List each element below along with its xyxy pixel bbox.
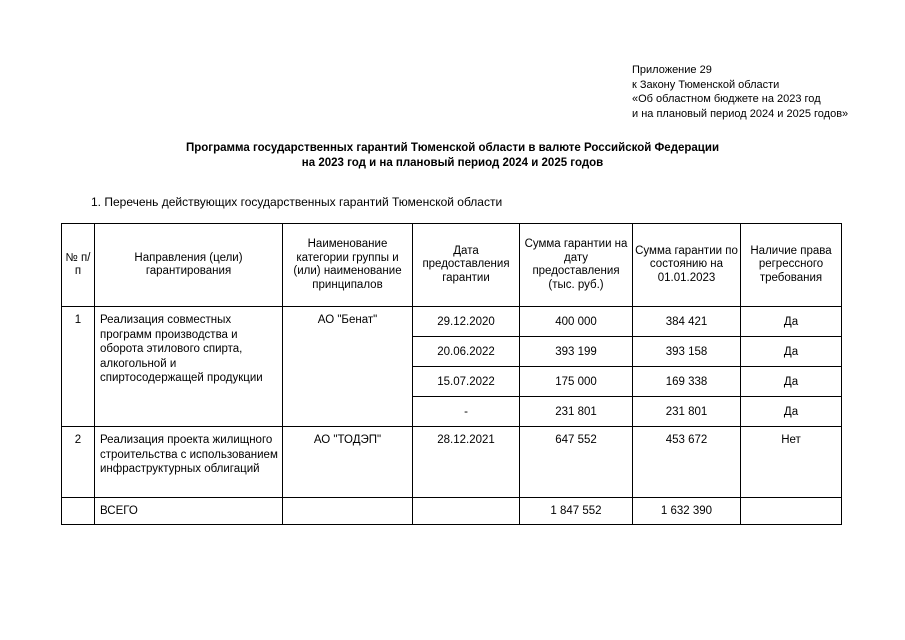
total-amount-issue: 1 847 552: [520, 498, 633, 525]
total-num-cell: [62, 498, 95, 525]
row-date: 15.07.2022: [413, 367, 520, 397]
header-regress: Наличие права регрессного требования: [741, 224, 842, 307]
row-amount-issue: 175 000: [520, 367, 633, 397]
header-num: № п/п: [62, 224, 95, 307]
row-principal: АО "Бенат": [283, 307, 413, 427]
title-line-2: на 2023 год и на плановый период 2024 и 2025 годов: [301, 157, 604, 169]
appendix-line: «Об областном бюджете на 2023 год: [632, 93, 821, 105]
row-num: 2: [62, 427, 95, 498]
appendix-line: к Закону Тюменской области: [632, 78, 780, 91]
total-date-cell: [413, 498, 520, 525]
table-header-row: [62, 224, 842, 307]
row-regress: Да: [741, 367, 842, 397]
row-amount-current: 384 421: [633, 307, 741, 337]
row-amount-issue: 400 000: [520, 307, 633, 337]
header-principal: Наименование категории группы и (или) наименование принципалов: [283, 224, 413, 307]
row-date: 28.12.2021: [413, 427, 520, 498]
row-regress: Да: [741, 337, 842, 367]
table-row: [62, 307, 842, 337]
total-amount-current: 1 632 390: [633, 498, 741, 525]
row-amount-current: 231 801: [633, 397, 741, 427]
title-line-1: Программа государственных гарантий Тюменской области в валюте Российской Федерации: [185, 142, 720, 154]
row-date: -: [413, 397, 520, 427]
row-direction: Реализация совместных программ производства и оборота этилового спирта, алкогольной и спиртосодержащей продукции: [95, 307, 283, 427]
header-amount-issue: Сумма гарантии на дату предоставления (тыс. руб.): [520, 224, 633, 307]
appendix-note: [632, 63, 848, 121]
row-date: 20.06.2022: [413, 337, 520, 367]
row-amount-issue: 647 552: [520, 427, 633, 498]
row-amount-current: 169 338: [633, 367, 741, 397]
total-row: [62, 498, 842, 525]
row-amount-current: 393 158: [633, 337, 741, 367]
header-date: Дата предоставления гарантии: [413, 224, 520, 307]
header-direction: Направления (цели) гарантирования: [95, 224, 283, 307]
document-title: [60, 141, 845, 171]
row-date: 29.12.2020: [413, 307, 520, 337]
row-amount-current: 453 672: [633, 427, 741, 498]
appendix-line: и на плановый период 2024 и 2025 годов»: [632, 107, 849, 120]
table-row: [62, 427, 842, 498]
guarantees-table: [61, 223, 842, 525]
row-amount-issue: 231 801: [520, 397, 633, 427]
header-amount-current: Сумма гарантии по состоянию на 01.01.2023: [633, 224, 741, 307]
total-regress-cell: [741, 498, 842, 525]
row-num: 1: [62, 307, 95, 427]
total-principal-cell: [283, 498, 413, 525]
row-direction: Реализация проекта жилищного строительства с использованием инфраструктурных облигаций: [95, 427, 283, 498]
section-heading: 1. Перечень действующих государственных гарантий Тюменской области: [91, 195, 503, 209]
total-label: ВСЕГО: [95, 498, 283, 525]
row-regress: Да: [741, 307, 842, 337]
appendix-line: Приложение 29: [632, 64, 712, 76]
row-amount-issue: 393 199: [520, 337, 633, 367]
row-regress: Нет: [741, 427, 842, 498]
row-principal: АО "ТОДЭП": [283, 427, 413, 498]
row-regress: Да: [741, 397, 842, 427]
